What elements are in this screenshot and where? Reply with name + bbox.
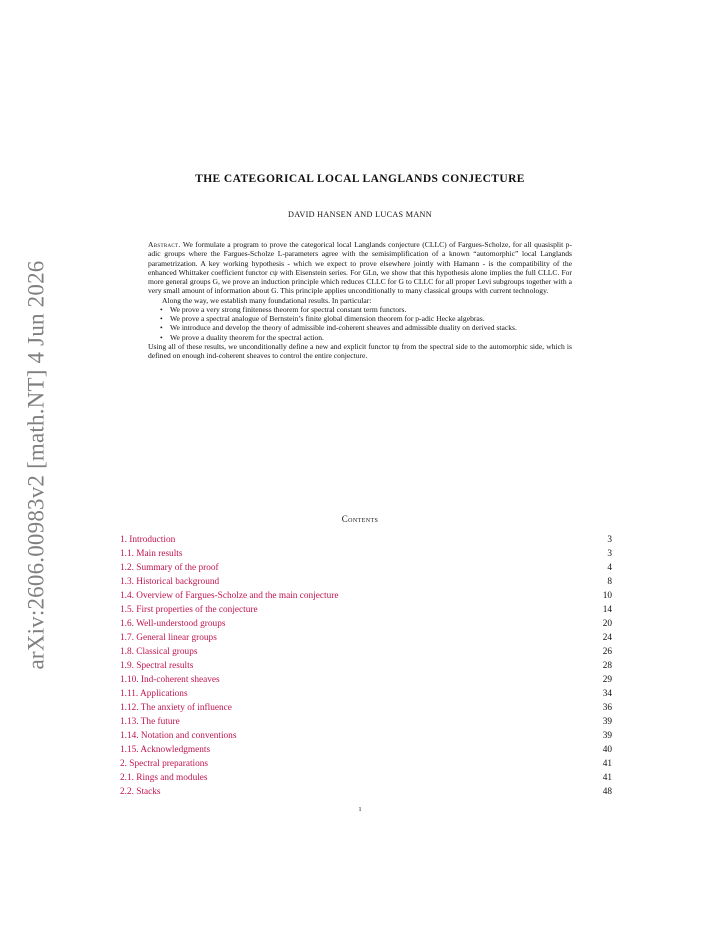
toc-page-number: 20 (602, 619, 612, 629)
contents-heading: Contents (341, 514, 379, 524)
toc-page-number: 39 (602, 731, 612, 741)
toc-link[interactable]: 1.12. The anxiety of influence (120, 703, 232, 713)
toc-page-number: 29 (602, 675, 612, 685)
toc-page-number: 14 (602, 605, 612, 615)
abstract-text-1: We formulate a program to prove the categorical local Langlands conjecture (CLLC) of Fargues-Scholze, for all quasisplit p-adic groups where the Fargues-Scholze L-parameters agree with the semisimplification of a known “automorphic” local Langlands parametrization. A key working hypothesis - which we expect to prove elsewhere jointly with Hamann - is the compatibility of the enhanced Whittaker coefficient functor cψ with Eisenstein series. For GLn, we show that this hypothesis alone implies the full CLLC. For more general groups G, we prove an induction principle which reduces CLLC for G to CLLC for all proper Levi subgroups together with a very small amount of information about G. This principle applies unconditionally to many classical groups with current technology. (148, 240, 572, 296)
toc-link[interactable]: 1.15. Acknowledgments (120, 745, 211, 755)
toc-page-number: 40 (602, 745, 612, 755)
toc-link[interactable]: 1. Introduction (120, 535, 176, 545)
toc-page-number: 36 (602, 703, 612, 713)
toc-entry[interactable] (120, 591, 612, 605)
page-number: 1 (358, 806, 362, 813)
toc-page-number: 28 (602, 661, 612, 671)
toc-entry[interactable] (120, 605, 612, 619)
toc-entry[interactable] (120, 619, 612, 633)
toc-entry[interactable] (120, 773, 612, 787)
abstract-paragraph-3: Using all of these results, we unconditionally define a new and explicit functor tψ from the spectral side to the automorphic side, which is defined on enough ind-coherent sheaves to control the entire conjecture. (148, 341, 572, 360)
abstract (148, 240, 572, 360)
toc-entry[interactable] (120, 577, 612, 591)
toc-link[interactable]: 1.6. Well-understood groups (120, 619, 226, 629)
toc-link[interactable]: 1.11. Applications (120, 689, 188, 699)
toc-entry[interactable] (120, 563, 612, 577)
abstract-paragraph-2: Along the way, we establish many foundational results. In particular: (162, 295, 372, 305)
toc-entry[interactable] (120, 549, 612, 563)
toc-page-number: 26 (602, 647, 612, 657)
abstract-label: Abstract. (148, 240, 181, 249)
toc-link[interactable]: 2.2. Stacks (120, 787, 161, 797)
abstract-bullet: • We prove a duality theorem for the spectral action. (170, 333, 572, 342)
toc-page-number: 48 (602, 787, 612, 797)
abstract-bullet: • We introduce and develop the theory of admissible ind-coherent sheaves and admissible duality on derived stacks. (170, 323, 572, 332)
toc-entry[interactable] (120, 731, 612, 745)
toc-entry[interactable] (120, 759, 612, 773)
toc-entry[interactable] (120, 647, 612, 661)
abstract-paragraph-1 (148, 240, 572, 296)
abstract-bullet: • We prove a very strong finiteness theorem for spectral constant term functors. (170, 305, 572, 314)
arxiv-identifier (18, 255, 54, 675)
toc-entry[interactable] (120, 633, 612, 647)
abstract-bullet-list (148, 305, 572, 342)
toc-entry[interactable] (120, 661, 612, 675)
toc-link[interactable]: 1.9. Spectral results (120, 661, 194, 671)
toc-link[interactable]: 2. Spectral preparations (120, 759, 209, 769)
toc-entry[interactable] (120, 717, 612, 731)
toc-link[interactable]: 1.10. Ind-coherent sheaves (120, 675, 220, 685)
toc-link[interactable]: 1.1. Main results (120, 549, 183, 559)
toc-link[interactable]: 1.3. Historical background (120, 577, 220, 587)
toc-entry[interactable] (120, 703, 612, 717)
toc-link[interactable]: 1.2. Summary of the proof (120, 563, 219, 573)
paper-authors: DAVID HANSEN AND LUCAS MANN (288, 210, 432, 219)
toc-page-number: 39 (602, 717, 612, 727)
toc-link[interactable]: 1.8. Classical groups (120, 647, 198, 657)
toc-link[interactable]: 1.7. General linear groups (120, 633, 217, 643)
toc-page-number: 41 (602, 759, 612, 769)
toc-page-number: 3 (607, 549, 612, 559)
toc-page-number: 41 (602, 773, 612, 783)
table-of-contents (120, 535, 612, 801)
toc-page-number: 24 (602, 633, 612, 643)
toc-entry[interactable] (120, 689, 612, 703)
toc-link[interactable]: 2.1. Rings and modules (120, 773, 208, 783)
toc-link[interactable]: 1.14. Notation and conventions (120, 731, 237, 741)
arxiv-identifier-text: arXiv:2606.00983v2 [math.NT] 4 Jun 2026 (23, 260, 49, 670)
toc-page-number: 10 (602, 591, 612, 601)
toc-link[interactable]: 1.5. First properties of the conjecture (120, 605, 258, 615)
toc-entry[interactable] (120, 535, 612, 549)
toc-link[interactable]: 1.13. The future (120, 717, 180, 727)
toc-page-number: 3 (607, 535, 612, 545)
toc-link[interactable]: 1.4. Overview of Fargues-Scholze and the main conjecture (120, 591, 339, 601)
toc-page-number: 8 (607, 577, 612, 587)
toc-page-number: 34 (602, 689, 612, 699)
toc-entry[interactable] (120, 745, 612, 759)
toc-page-number: 4 (607, 563, 612, 573)
abstract-bullet: • We prove a spectral analogue of Bernstein’s finite global dimension theorem for p-adic Hecke algebras. (170, 314, 572, 323)
paper-title: THE CATEGORICAL LOCAL LANGLANDS CONJECTURE (195, 173, 525, 185)
toc-entry[interactable] (120, 675, 612, 689)
toc-entry[interactable] (120, 787, 612, 801)
